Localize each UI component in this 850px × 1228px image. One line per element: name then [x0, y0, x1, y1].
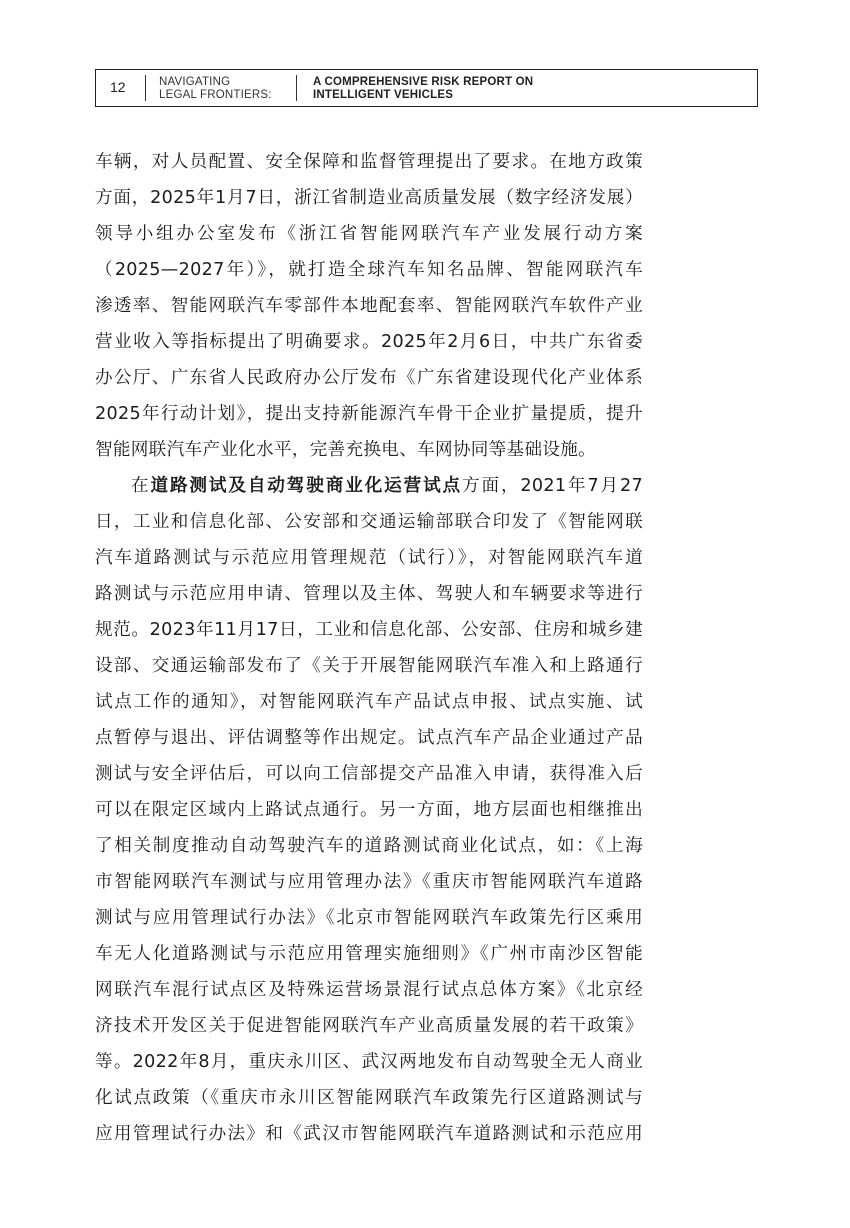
- text-line: 济技术开发区关于促进智能网联汽车产业高质量发展的若干政策》: [95, 1016, 643, 1036]
- text-line: 试点工作的通知》，对智能网联汽车产品试点申报、试点实施、试: [95, 692, 643, 712]
- text-line: 化试点政策（《重庆市永川区智能网联汽车政策先行区道路测试与: [95, 1088, 643, 1108]
- header-series-line: LEGAL FRONTIERS:: [159, 88, 272, 101]
- text-line: 路测试与示范应用申请、管理以及主体、驾驶人和车辆要求等进行: [95, 584, 643, 604]
- text-line: 汽车道路测试与示范应用管理规范（试行）》，对智能网联汽车道: [95, 548, 643, 568]
- text-line: 领导小组办公室发布《浙江省智能网联汽车产业发展行动方案: [95, 224, 643, 244]
- text-line: 设部、交通运输部发布了《关于开展智能网联汽车准入和上路通行: [95, 656, 643, 676]
- header-divider: [296, 75, 297, 101]
- header-report-title: [313, 76, 533, 101]
- text-line: 点暂停与退出、评估调整等作出规定。试点汽车产品企业通过产品: [95, 728, 643, 748]
- text-line: 应用管理试行办法》和《武汉市智能网联汽车道路测试和示范应用: [95, 1124, 643, 1144]
- text-line: 渗透率、智能网联汽车零部件本地配套率、智能网联汽车软件产业: [95, 296, 643, 316]
- header-series-title: [159, 76, 272, 101]
- header-title-line: INTELLIGENT VEHICLES: [313, 88, 454, 101]
- text-line: 日，工业和信息化部、公安部和交通运输部联合印发了《智能网联: [95, 512, 643, 532]
- header-divider: [145, 75, 146, 101]
- body-text: [95, 144, 643, 1152]
- text-line: 2025年行动计划》，提出支持新能源汽车骨干企业扩量提质，提升: [95, 404, 643, 424]
- header-series-line: NAVIGATING: [159, 76, 231, 88]
- text-line: （2025—2027年）》，就打造全球汽车知名品牌、智能网联汽车: [95, 260, 643, 280]
- text-line: 车无人化道路测试与示范应用管理实施细则》《广州市南沙区智能: [95, 944, 643, 964]
- text-line: 市智能网联汽车测试与应用管理办法》《重庆市智能网联汽车道路: [95, 872, 643, 892]
- header-title-line: A COMPREHENSIVE RISK REPORT ON: [313, 76, 534, 88]
- text-segment: 在: [131, 476, 151, 496]
- paragraph-road-testing: [95, 468, 643, 1152]
- text-line: 测试与应用管理试行办法》《北京市智能网联汽车政策先行区乘用: [95, 908, 643, 928]
- text-line: 可以在限定区域内上路试点通行。另一方面，地方层面也相继推出: [95, 800, 643, 820]
- text-segment: 方面，2021年7月27: [462, 476, 643, 496]
- bold-keyword: 道路测试及自动驾驶商业化运营试点: [150, 476, 463, 496]
- text-line: 方面，2025年1月7日，浙江省制造业高质量发展（数字经济发展）: [95, 188, 643, 208]
- paragraph-local-policy: [95, 144, 643, 468]
- text-line: 智能网联汽车产业化水平，完善充换电、车网协同等基础设施。: [95, 440, 597, 460]
- text-line: 等。2022年8月，重庆永川区、武汉两地发布自动驾驶全无人商业: [95, 1052, 643, 1072]
- text-line: 规范。2023年11月17日，工业和信息化部、公安部、住房和城乡建: [95, 620, 643, 640]
- text-line: 车辆，对人员配置、安全保障和监督管理提出了要求。在地方政策: [95, 152, 643, 172]
- text-line: 网联汽车混行试点区及特殊运营场景混行试点总体方案》《北京经: [95, 980, 643, 1000]
- text-line: [95, 468, 643, 504]
- page-number: 12: [110, 79, 126, 95]
- running-header: [95, 69, 758, 107]
- text-line: 营业收入等指标提出了明确要求。2025年2月6日，中共广东省委: [95, 332, 643, 352]
- text-line: 办公厅、广东省人民政府办公厅发布《广东省建设现代化产业体系: [95, 368, 643, 388]
- text-line: 测试与安全评估后，可以向工信部提交产品准入申请，获得准入后: [95, 764, 643, 784]
- text-line: 了相关制度推动自动驾驶汽车的道路测试商业化试点，如：《上海: [95, 836, 643, 856]
